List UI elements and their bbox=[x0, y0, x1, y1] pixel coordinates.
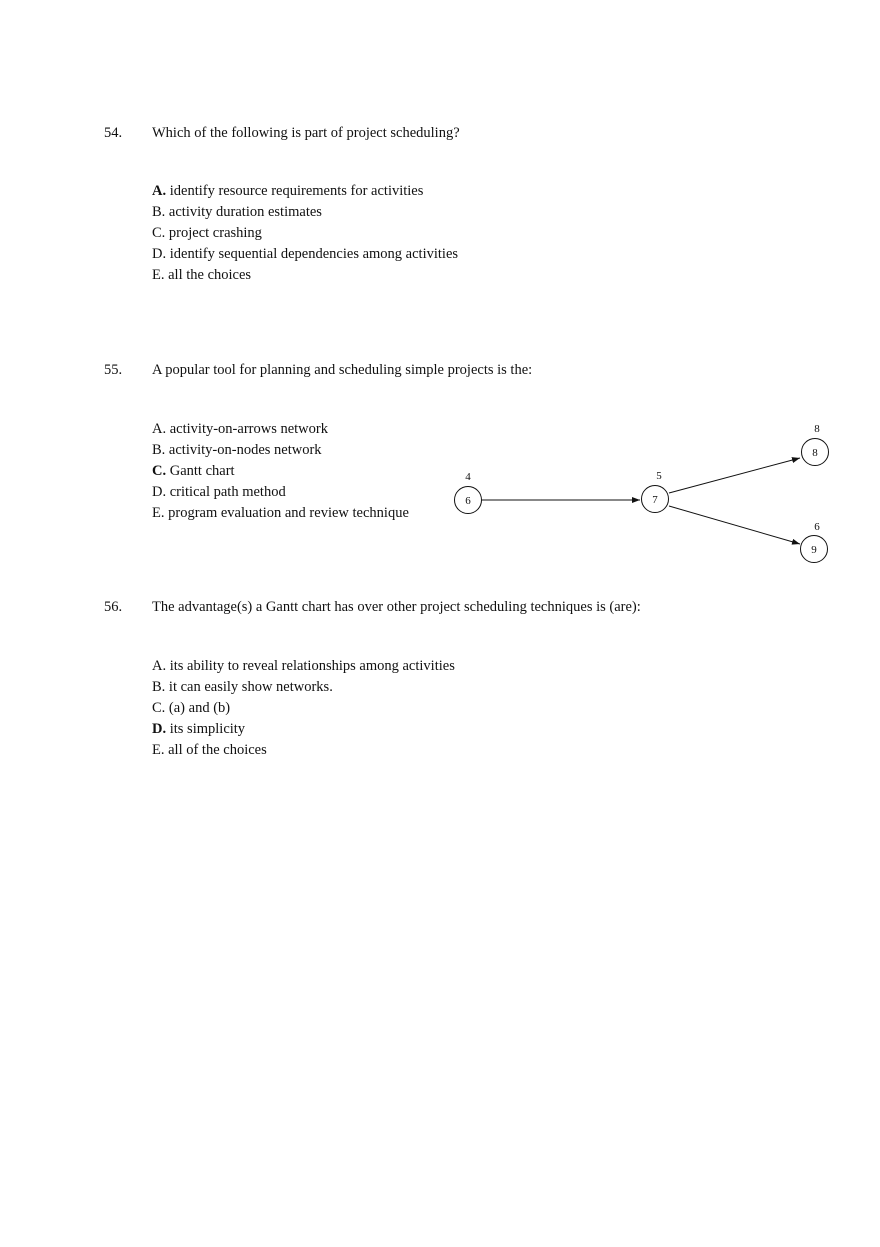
node-7 bbox=[642, 470, 669, 513]
svg-text:8: 8 bbox=[812, 447, 818, 459]
option-letter: B. bbox=[152, 679, 166, 695]
svg-text:6: 6 bbox=[465, 495, 471, 507]
option-letter: E. bbox=[152, 505, 165, 521]
option-text: activity-on-nodes network bbox=[168, 442, 322, 458]
option-letter: D. bbox=[152, 721, 167, 737]
option-letter: B. bbox=[152, 442, 166, 458]
question-text: A popular tool for planning and scheduling simple projects is the: bbox=[152, 362, 533, 378]
option-text: critical path method bbox=[169, 484, 286, 500]
option-letter: D. bbox=[152, 484, 167, 500]
question-text: The advantage(s) a Gantt chart has over other project scheduling techniques is (are): bbox=[152, 599, 641, 615]
svg-text:9: 9 bbox=[811, 544, 817, 556]
question-number: 54. bbox=[104, 125, 123, 141]
option-letter: A. bbox=[152, 658, 167, 674]
option-text: it can easily show networks. bbox=[168, 679, 333, 695]
option-text: identify resource requirements for activities bbox=[169, 183, 424, 199]
option-d bbox=[152, 721, 245, 738]
option-text: program evaluation and review technique bbox=[168, 505, 409, 521]
question-number: 56. bbox=[104, 599, 123, 615]
option-text: identify sequential dependencies among activities bbox=[169, 246, 459, 262]
svg-text:8: 8 bbox=[814, 423, 820, 435]
option-letter: B. bbox=[152, 204, 166, 220]
option-letter: C. bbox=[152, 225, 166, 241]
option-text: its simplicity bbox=[169, 721, 246, 737]
node-8 bbox=[802, 423, 829, 466]
svg-text:7: 7 bbox=[652, 494, 658, 506]
option-text: activity duration estimates bbox=[168, 204, 322, 220]
option-text: Gantt chart bbox=[169, 463, 235, 479]
option-letter: A. bbox=[152, 183, 167, 199]
option-c bbox=[152, 700, 230, 717]
arrow-7-9 bbox=[669, 506, 800, 544]
option-b bbox=[152, 679, 333, 696]
option-e bbox=[152, 742, 267, 759]
svg-text:5: 5 bbox=[656, 470, 662, 482]
option-letter: E. bbox=[152, 267, 165, 283]
node-9 bbox=[801, 521, 828, 563]
option-text: project crashing bbox=[168, 225, 262, 241]
option-letter: E. bbox=[152, 742, 165, 758]
node-6 bbox=[455, 471, 482, 514]
option-letter: C. bbox=[152, 463, 167, 479]
option-letter: D. bbox=[152, 246, 167, 262]
option-letter: A. bbox=[152, 421, 167, 437]
option-text: its ability to reveal relationships among activities bbox=[169, 658, 455, 674]
option-text: all of the choices bbox=[168, 742, 267, 758]
option-text: (a) and (b) bbox=[168, 700, 231, 716]
option-letter: C. bbox=[152, 700, 166, 716]
question-number: 55. bbox=[104, 362, 123, 378]
arrow-7-8 bbox=[669, 458, 800, 493]
option-a bbox=[152, 658, 455, 675]
question-text: Which of the following is part of project scheduling? bbox=[152, 125, 460, 141]
option-text: activity-on-arrows network bbox=[169, 421, 328, 437]
svg-text:4: 4 bbox=[465, 471, 471, 483]
option-text: all the choices bbox=[168, 267, 252, 283]
svg-text:6: 6 bbox=[814, 521, 820, 533]
